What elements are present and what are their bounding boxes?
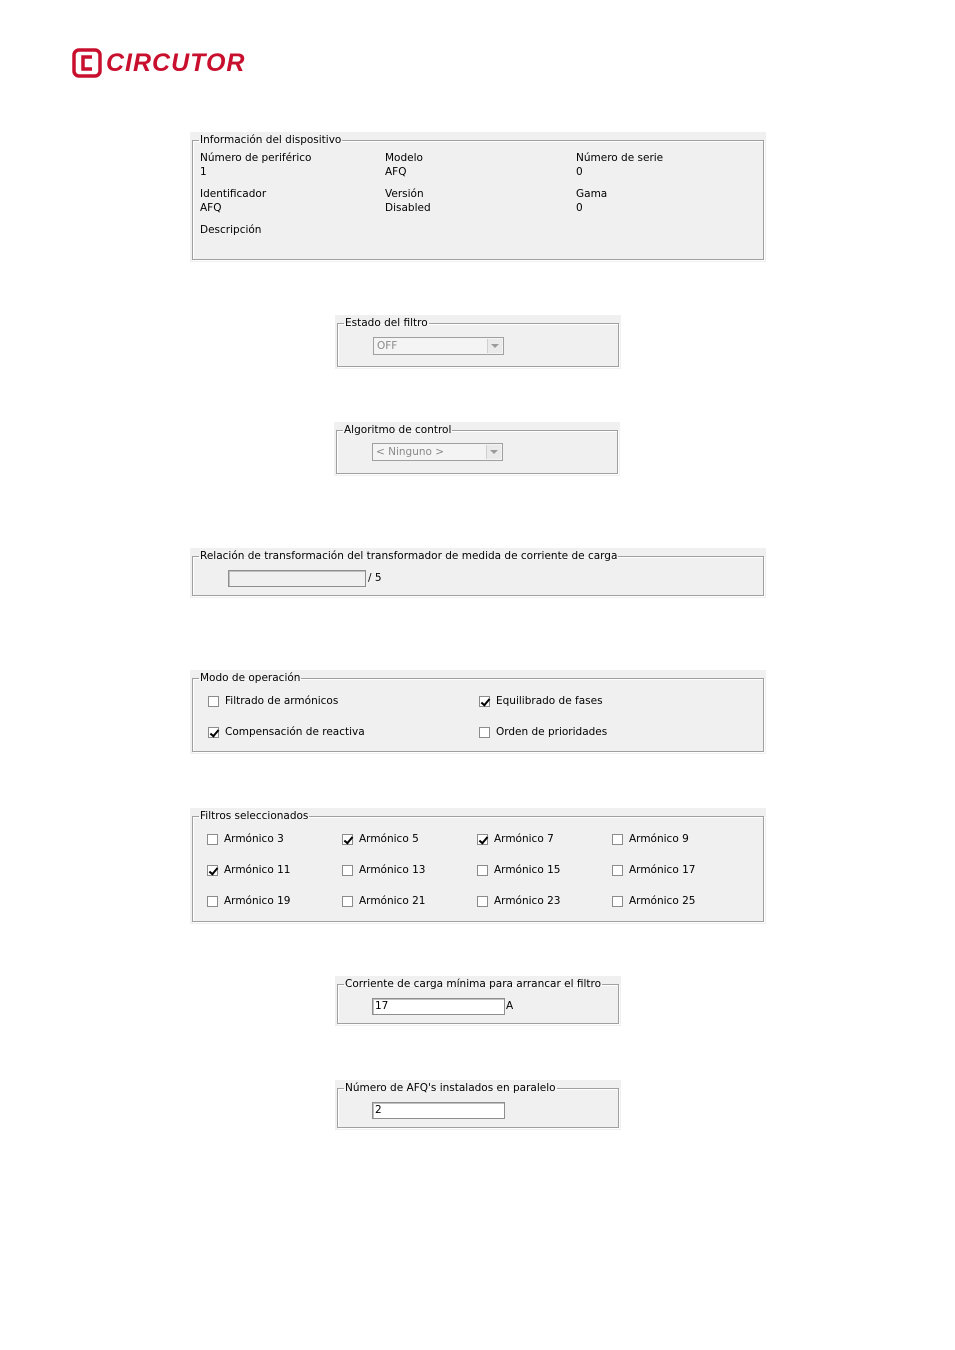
harmonic-3-label: Armónico 3	[224, 833, 284, 845]
filter-state-select[interactable]	[373, 337, 504, 355]
harmonic-7-label: Armónico 7	[494, 833, 554, 845]
control-algorithm-select-value: < Ninguno >	[376, 446, 445, 458]
harmonic-21-checkbox[interactable]	[342, 895, 425, 907]
harmonic-filtering-checkbox[interactable]	[208, 695, 338, 707]
version-value: Disabled	[385, 202, 431, 214]
transform-ratio-suffix: / 5	[368, 572, 382, 584]
transform-ratio-panel	[190, 548, 766, 598]
harmonic-17-checkbox[interactable]	[612, 864, 695, 876]
model-label: Modelo	[385, 152, 423, 164]
filters-11-box[interactable]	[612, 896, 623, 907]
harmonic-3-checkbox[interactable]	[207, 833, 284, 845]
min-current-panel	[335, 976, 621, 1026]
filters-7-box[interactable]	[612, 865, 623, 876]
peripheral-number-value: 1	[200, 166, 207, 178]
harmonic-25-checkbox[interactable]	[612, 895, 695, 907]
priority-order-checkbox[interactable]	[479, 726, 607, 738]
control-algorithm-panel	[334, 422, 620, 476]
device-info-legend: Información del dispositivo	[200, 134, 342, 146]
filters-6-box[interactable]	[477, 865, 488, 876]
circutor-logo-text: CIRCUTOR	[106, 48, 246, 77]
operation-mode-2-box[interactable]	[208, 727, 219, 738]
harmonic-25-label: Armónico 25	[629, 895, 696, 907]
filters-2-box[interactable]	[477, 834, 488, 845]
harmonic-23-label: Armónico 23	[494, 895, 561, 907]
filter-state-select-value: OFF	[377, 340, 398, 352]
filters-8-box[interactable]	[207, 896, 218, 907]
operation-mode-1-box[interactable]	[479, 696, 490, 707]
circutor-logo	[72, 46, 245, 80]
operation-mode-3-box[interactable]	[479, 727, 490, 738]
filter-state-legend: Estado del filtro	[345, 317, 428, 329]
filters-10-box[interactable]	[477, 896, 488, 907]
afq-parallel-panel	[335, 1080, 621, 1130]
harmonic-13-label: Armónico 13	[359, 864, 426, 876]
harmonic-15-label: Armónico 15	[494, 864, 561, 876]
serial-number-label: Número de serie	[576, 152, 664, 164]
filters-1-box[interactable]	[342, 834, 353, 845]
harmonic-11-label: Armónico 11	[224, 864, 291, 876]
min-current-input[interactable]: 17	[372, 998, 505, 1015]
operation-mode-group	[192, 672, 764, 752]
reactive-compensation-checkbox[interactable]	[208, 726, 365, 738]
chevron-down-icon[interactable]	[487, 339, 502, 353]
harmonic-5-checkbox[interactable]	[342, 833, 419, 845]
operation-mode-0-box[interactable]	[208, 696, 219, 707]
model-value: AFQ	[385, 166, 407, 178]
range-value: 0	[576, 202, 583, 214]
peripheral-number-label: Número de periférico	[200, 152, 312, 164]
transform-ratio-legend: Relación de transformación del transformador de medida de corriente de carga	[200, 550, 618, 562]
reactive-compensation-label: Compensación de reactiva	[225, 726, 365, 738]
harmonic-15-checkbox[interactable]	[477, 864, 560, 876]
min-current-unit: A	[506, 1000, 514, 1012]
filters-3-box[interactable]	[612, 834, 623, 845]
device-info-panel	[190, 132, 766, 262]
operation-mode-legend: Modo de operación	[200, 672, 301, 684]
harmonic-13-checkbox[interactable]	[342, 864, 425, 876]
phase-balancing-label: Equilibrado de fases	[496, 695, 603, 707]
afq-parallel-legend: Número de AFQ's instalados en paralelo	[345, 1082, 556, 1094]
filters-0-box[interactable]	[207, 834, 218, 845]
selected-filters-panel	[190, 808, 766, 924]
filters-5-box[interactable]	[342, 865, 353, 876]
harmonic-5-label: Armónico 5	[359, 833, 419, 845]
control-algorithm-select[interactable]	[372, 443, 503, 461]
harmonic-21-label: Armónico 21	[359, 895, 426, 907]
min-current-legend: Corriente de carga mínima para arrancar el filtro	[345, 978, 602, 990]
operation-mode-panel	[190, 670, 766, 754]
chevron-down-icon[interactable]	[486, 445, 501, 459]
version-label: Versión	[385, 188, 424, 200]
harmonic-19-label: Armónico 19	[224, 895, 291, 907]
harmonic-9-label: Armónico 9	[629, 833, 689, 845]
afq-parallel-input[interactable]: 2	[372, 1102, 505, 1119]
transform-ratio-input[interactable]	[228, 570, 366, 587]
identifier-label: Identificador	[200, 188, 267, 200]
selected-filters-legend: Filtros seleccionados	[200, 810, 309, 822]
harmonic-9-checkbox[interactable]	[612, 833, 689, 845]
harmonic-11-checkbox[interactable]	[207, 864, 290, 876]
range-label: Gama	[576, 188, 608, 200]
harmonic-filtering-label: Filtrado de armónicos	[225, 695, 339, 707]
filter-state-panel	[335, 315, 621, 369]
control-algorithm-legend: Algoritmo de control	[344, 424, 452, 436]
serial-number-value: 0	[576, 166, 583, 178]
filters-9-box[interactable]	[342, 896, 353, 907]
harmonic-7-checkbox[interactable]	[477, 833, 554, 845]
harmonic-23-checkbox[interactable]	[477, 895, 560, 907]
circutor-logo-icon	[72, 48, 102, 78]
identifier-value: AFQ	[200, 202, 222, 214]
filters-4-box[interactable]	[207, 865, 218, 876]
harmonic-17-label: Armónico 17	[629, 864, 696, 876]
description-label: Descripción	[200, 224, 262, 236]
harmonic-19-checkbox[interactable]	[207, 895, 290, 907]
phase-balancing-checkbox[interactable]	[479, 695, 603, 707]
priority-order-label: Orden de prioridades	[496, 726, 608, 738]
